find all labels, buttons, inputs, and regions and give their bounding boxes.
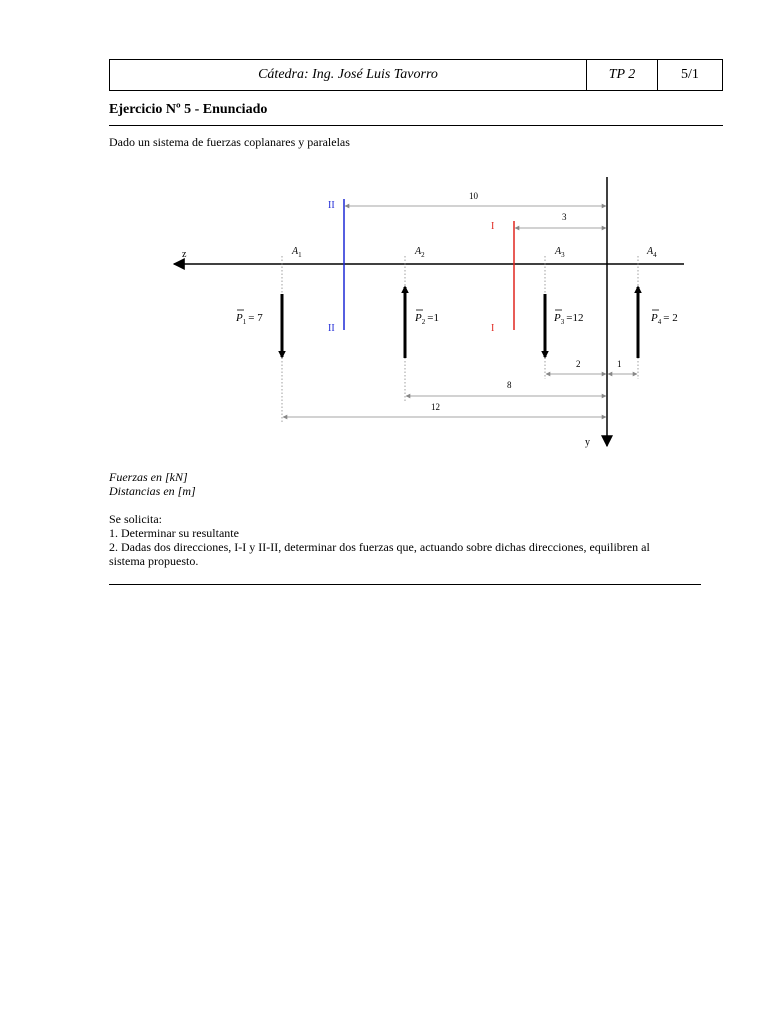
svg-text:P4= 2: $P_4 = 2$ bbox=[651, 312, 678, 326]
direction-II-bottom-label: II bbox=[328, 323, 335, 334]
direction-I-bottom-label: I bbox=[491, 323, 495, 334]
point-A1-label: $A_1$ bbox=[292, 246, 302, 259]
point-A4-label: $A_4$ bbox=[647, 246, 657, 259]
dimension-10-label: 10 bbox=[469, 191, 478, 201]
force-P2-label bbox=[414, 310, 439, 326]
tp-cell: TP 2 bbox=[587, 60, 658, 90]
dimension-12-label: 12 bbox=[431, 402, 440, 412]
request-item-2-cont: sistema propuesto. bbox=[109, 554, 199, 568]
z-axis-label: z bbox=[182, 249, 187, 260]
request-heading: Se solicita: bbox=[109, 512, 162, 526]
y-axis-label: y bbox=[585, 437, 590, 448]
request-item-2: 2. Dadas dos direcciones, I-I y II-II, determinar dos fuerzas que, actuando sobre dichas direcciones, equilibren al bbox=[109, 540, 650, 554]
svg-text:P1= 7: $P_1 = 7$ bbox=[236, 312, 263, 326]
page-number-cell: 5/1 bbox=[681, 67, 699, 82]
svg-text:P2=1: $P_2 =1$ bbox=[415, 312, 439, 326]
force-P4-label bbox=[650, 310, 678, 326]
dimension-3-label: 3 bbox=[562, 212, 567, 222]
catedra-cell: Cátedra: Ing. José Luis Tavorro bbox=[110, 60, 587, 90]
dimension-2-label: 2 bbox=[576, 359, 581, 369]
dimension-8-label: 8 bbox=[507, 380, 512, 390]
request-item-1: 1. Determinar su resultante bbox=[109, 526, 239, 540]
units-distances: Distancias en [m] bbox=[109, 484, 196, 498]
force-P3-label bbox=[553, 310, 583, 326]
direction-II-top-label: II bbox=[328, 200, 335, 211]
units-forces: Fuerzas en [kN] bbox=[109, 470, 188, 484]
intro-text: Dado un sistema de fuerzas coplanares y paralelas bbox=[109, 135, 350, 149]
exercise-title: Ejercicio Nº 5 - Enunciado bbox=[109, 102, 268, 117]
bottom-rule bbox=[109, 584, 701, 585]
svg-text:P3=12: $P_3 =12$ bbox=[554, 312, 584, 326]
dimension-1-label: 1 bbox=[617, 359, 622, 369]
direction-I-top-label: I bbox=[491, 221, 495, 232]
point-A3-label: $A_3$ bbox=[555, 246, 565, 259]
point-A2-label: $A_2$ bbox=[415, 246, 425, 259]
force-P1-label bbox=[235, 310, 263, 326]
